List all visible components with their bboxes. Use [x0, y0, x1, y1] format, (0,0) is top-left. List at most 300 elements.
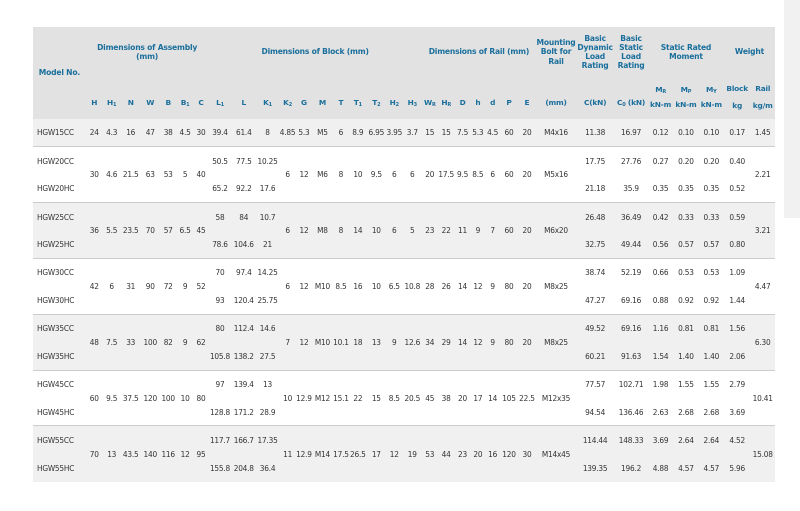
cell-wb: 2.79: [724, 370, 750, 398]
cell-h2: 6.5: [386, 258, 403, 314]
unit-knm3: kN-m: [700, 100, 722, 110]
model-cell: HGW20HC: [33, 174, 86, 202]
cell-b1: 12: [177, 426, 194, 482]
col-hr: $H_R$: [438, 77, 455, 119]
cell-n: 43.5: [121, 426, 141, 482]
cell-mr: 1.16: [648, 314, 673, 342]
col-e: E: [518, 77, 536, 119]
cell-bolt: M12x35: [536, 370, 576, 426]
cell-w: 63: [141, 146, 160, 202]
cell-wr: 15.08: [750, 426, 775, 482]
cell-b: 100: [160, 370, 177, 426]
cell-h: 70: [86, 426, 103, 482]
cell-my: 0.10: [699, 119, 724, 146]
cell-mr: 3.69: [648, 426, 673, 454]
col-t2: $T_2$: [367, 77, 386, 119]
model-cell: HGW30HC: [33, 286, 86, 314]
cell-wr: 10.41: [750, 370, 775, 426]
cell-dyn: 21.18: [576, 174, 614, 202]
cell-h: 12: [470, 314, 485, 370]
cell-w: 100: [141, 314, 160, 370]
cell-h: 24: [86, 119, 103, 146]
cell-dyn: 26.48: [576, 202, 614, 230]
cell-h3: 20.5: [403, 370, 422, 426]
cell-l: 171.2: [232, 398, 256, 426]
cell-p: 60: [500, 202, 518, 258]
model-cell: HGW45CC: [33, 370, 86, 398]
cell-mp: 2.68: [673, 398, 698, 426]
cell-t: 17.5: [333, 426, 349, 482]
cell-n: 37.5: [121, 370, 141, 426]
cell-d: 16: [485, 426, 500, 482]
cell-p: 80: [500, 258, 518, 314]
cell-d: 14: [485, 370, 500, 426]
cell-dyn: 94.54: [576, 398, 614, 426]
cell-wr: 15: [422, 119, 438, 146]
spec-table: [33, 27, 775, 482]
cell-mp: 0.35: [673, 174, 698, 202]
cell-d: 9: [485, 258, 500, 314]
cell-c: 30: [194, 119, 209, 146]
cell-t2: 15: [367, 370, 386, 426]
unit-stat: $C_0$ (kN): [614, 77, 648, 119]
model-cell: HGW30CC: [33, 258, 86, 286]
cell-m: M14: [312, 426, 333, 482]
table-row: [33, 119, 775, 146]
cell-my: 2.64: [699, 426, 724, 454]
cell-t1: 18: [349, 314, 367, 370]
cell-h3: 12.6: [403, 314, 422, 370]
cell-w: 47: [141, 119, 160, 146]
cell-k1: 8: [256, 119, 279, 146]
cell-mr: 4.88: [648, 454, 673, 482]
col-g: G: [296, 77, 312, 119]
cell-mp: 0.57: [673, 230, 698, 258]
cell-stat: 69.16: [614, 286, 648, 314]
col-d: d: [485, 77, 500, 119]
cell-wr: 53: [422, 426, 438, 482]
cell-k1: 17.6: [256, 174, 279, 202]
cell-wr: 23: [422, 202, 438, 258]
cell-g: 12.9: [296, 426, 312, 482]
col-my: $M_Y$ kN-m: [699, 77, 724, 119]
table-row: [33, 314, 775, 342]
cell-l: 77.5: [232, 146, 256, 174]
cell-stat: 49.44: [614, 230, 648, 258]
cell-t2: 10: [367, 202, 386, 258]
hdr-block: Dimensions of Block (mm): [208, 27, 422, 77]
col-mp: $M_P$ kN-m: [673, 77, 698, 119]
cell-d: 4.5: [485, 119, 500, 146]
cell-wb: 0.52: [724, 174, 750, 202]
cell-h: 60: [86, 370, 103, 426]
cell-l1: 128.8: [208, 398, 231, 426]
cell-k2: 10: [279, 370, 296, 426]
cell-e: 20: [518, 202, 536, 258]
cell-h1: 6: [103, 258, 121, 314]
cell-my: 0.35: [699, 174, 724, 202]
cell-hr: 17.5: [438, 146, 455, 202]
cell-l: 61.4: [232, 119, 256, 146]
cell-l1: 50.5: [208, 146, 231, 174]
cell-l: 120.4: [232, 286, 256, 314]
cell-t1: 26.5: [349, 426, 367, 482]
col-t: T: [333, 77, 349, 119]
cell-bolt: M14x45: [536, 426, 576, 482]
model-cell: HGW55HC: [33, 454, 86, 482]
cell-e: 22.5: [518, 370, 536, 426]
table-row: [33, 426, 775, 454]
cell-my: 1.55: [699, 370, 724, 398]
cell-stat: 16.97: [614, 119, 648, 146]
cell-wr: 4.47: [750, 258, 775, 314]
cell-l: 138.2: [232, 342, 256, 370]
cell-h3: 19: [403, 426, 422, 482]
cell-w: 120: [141, 370, 160, 426]
col-h2: $H_2$: [386, 77, 403, 119]
col-weight-rail: Rail kg/m: [750, 77, 775, 119]
cell-h1: 9.5: [103, 370, 121, 426]
cell-wr: 28: [422, 258, 438, 314]
hdr-dynamic: Basic Dynamic Load Rating: [576, 27, 614, 77]
cell-l1: 93: [208, 286, 231, 314]
cell-l: 112.4: [232, 314, 256, 342]
hdr-assembly: Dimensions of Assembly (mm): [86, 27, 209, 77]
cell-stat: 52.19: [614, 258, 648, 286]
cell-h: 20: [470, 426, 485, 482]
cell-h: 5.3: [470, 119, 485, 146]
col-n: N: [121, 77, 141, 119]
col-b: B: [160, 77, 177, 119]
cell-t1: 14: [349, 202, 367, 258]
cell-w: 90: [141, 258, 160, 314]
cell-k2: 4.85: [279, 119, 296, 146]
cell-l: 166.7: [232, 426, 256, 454]
cell-dyn: 77.57: [576, 370, 614, 398]
cell-l1: 155.8: [208, 454, 231, 482]
cell-d: 14: [455, 258, 471, 314]
cell-b1: 9: [177, 314, 194, 370]
cell-c: 95: [194, 426, 209, 482]
cell-h: 30: [86, 146, 103, 202]
cell-mp: 1.55: [673, 370, 698, 398]
cell-stat: 196.2: [614, 454, 648, 482]
cell-hr: 26: [438, 258, 455, 314]
table-row: [33, 146, 775, 174]
cell-c: 45: [194, 202, 209, 258]
cell-wb: 1.44: [724, 286, 750, 314]
cell-t1: 10: [349, 146, 367, 202]
cell-b: 116: [160, 426, 177, 482]
model-cell: HGW35CC: [33, 314, 86, 342]
cell-wb: 0.40: [724, 146, 750, 174]
cell-mr: 0.12: [648, 119, 673, 146]
cell-l: 204.8: [232, 454, 256, 482]
cell-l1: 70: [208, 258, 231, 286]
col-k2: $K_2$: [279, 77, 296, 119]
col-mr: $M_R$ kN-m: [648, 77, 673, 119]
cell-b: 53: [160, 146, 177, 202]
cell-h3: 5: [403, 202, 422, 258]
cell-k1: 28.9: [256, 398, 279, 426]
cell-wb: 2.06: [724, 342, 750, 370]
cell-l1: 39.4: [208, 119, 231, 146]
cell-n: 21.5: [121, 146, 141, 202]
cell-k1: 21: [256, 230, 279, 258]
cell-l: 104.6: [232, 230, 256, 258]
hdr-weight: Weight: [724, 27, 775, 77]
cell-my: 0.53: [699, 258, 724, 286]
cell-l1: 117.7: [208, 426, 231, 454]
cell-h2: 9: [386, 314, 403, 370]
cell-mr: 1.98: [648, 370, 673, 398]
cell-t2: 9.5: [367, 146, 386, 202]
cell-k1: 10.25: [256, 146, 279, 174]
cell-dyn: 32.75: [576, 230, 614, 258]
table-row: [33, 258, 775, 286]
col-k1: $K_1$: [256, 77, 279, 119]
col-l: L: [232, 77, 256, 119]
cell-d: 6: [485, 146, 500, 202]
cell-m: M8: [312, 202, 333, 258]
cell-h2: 12: [386, 426, 403, 482]
cell-h1: 7.5: [103, 314, 121, 370]
cell-e: 20: [518, 314, 536, 370]
cell-p: 80: [500, 314, 518, 370]
cell-t2: 17: [367, 426, 386, 482]
cell-h: 48: [86, 314, 103, 370]
col-p: P: [500, 77, 518, 119]
cell-b1: 4.5: [177, 119, 194, 146]
col-model: Model No.: [33, 27, 86, 119]
cell-dyn: 60.21: [576, 342, 614, 370]
cell-dyn: 139.35: [576, 454, 614, 482]
cell-d: 11: [455, 202, 471, 258]
cell-m: M10: [312, 314, 333, 370]
cell-d: 7: [485, 202, 500, 258]
cell-c: 52: [194, 258, 209, 314]
model-cell: HGW55CC: [33, 426, 86, 454]
cell-k1: 10.7: [256, 202, 279, 230]
cell-dyn: 17.75: [576, 146, 614, 174]
cell-g: 12: [296, 202, 312, 258]
hdr-rail: Dimensions of Rail (mm): [422, 27, 536, 77]
cell-wb: 3.69: [724, 398, 750, 426]
cell-m: M6: [312, 146, 333, 202]
col-weight-block: Block kg: [724, 77, 750, 119]
cell-h1: 13: [103, 426, 121, 482]
cell-bolt: M6x20: [536, 202, 576, 258]
cell-mp: 4.57: [673, 454, 698, 482]
cell-bolt: M8x25: [536, 314, 576, 370]
model-cell: HGW20CC: [33, 146, 86, 174]
cell-l: 92.2: [232, 174, 256, 202]
cell-k1: 27.5: [256, 342, 279, 370]
cell-k1: 13: [256, 370, 279, 398]
cell-k1: 25.75: [256, 286, 279, 314]
cell-w: 140: [141, 426, 160, 482]
cell-t2: 13: [367, 314, 386, 370]
hdr-bolt: Mounting Bolt for Rail: [536, 27, 576, 77]
cell-g: 12: [296, 146, 312, 202]
cell-wr: 1.45: [750, 119, 775, 146]
unit-dyn: C(kN): [576, 77, 614, 119]
cell-wb: 0.80: [724, 230, 750, 258]
col-w: W: [141, 77, 160, 119]
cell-k2: 11: [279, 426, 296, 482]
cell-l1: 97: [208, 370, 231, 398]
cell-wb: 0.59: [724, 202, 750, 230]
cell-bolt: M8x25: [536, 258, 576, 314]
cell-hr: 38: [438, 370, 455, 426]
cell-t2: 6.95: [367, 119, 386, 146]
cell-h3: 10.8: [403, 258, 422, 314]
cell-k2: 7: [279, 314, 296, 370]
col-l1: $L_1$: [208, 77, 231, 119]
cell-h3: 6: [403, 146, 422, 202]
model-cell: HGW15CC: [33, 119, 86, 146]
cell-stat: 136.46: [614, 398, 648, 426]
cell-mp: 1.40: [673, 342, 698, 370]
cell-l1: 58: [208, 202, 231, 230]
cell-k1: 17.35: [256, 426, 279, 454]
cell-mr: 0.66: [648, 258, 673, 286]
cell-g: 5.3: [296, 119, 312, 146]
cell-b1: 10: [177, 370, 194, 426]
cell-h2: 6: [386, 146, 403, 202]
cell-dyn: 114.44: [576, 426, 614, 454]
cell-h2: 3.95: [386, 119, 403, 146]
cell-h2: 8.5: [386, 370, 403, 426]
cell-h: 12: [470, 258, 485, 314]
cell-wr: 20: [422, 146, 438, 202]
cell-b1: 6.5: [177, 202, 194, 258]
cell-h: 42: [86, 258, 103, 314]
cell-g: 12: [296, 314, 312, 370]
cell-k1: 36.4: [256, 454, 279, 482]
cell-bolt: M4x16: [536, 119, 576, 146]
cell-t2: 10: [367, 258, 386, 314]
cell-mr: 0.88: [648, 286, 673, 314]
cell-t: 6: [333, 119, 349, 146]
cell-dyn: 47.27: [576, 286, 614, 314]
cell-l1: 80: [208, 314, 231, 342]
cell-m: M10: [312, 258, 333, 314]
cell-n: 31: [121, 258, 141, 314]
cell-mr: 0.35: [648, 174, 673, 202]
cell-mr: 0.42: [648, 202, 673, 230]
hdr-static: Basic Static Load Rating: [614, 27, 648, 77]
cell-w: 70: [141, 202, 160, 258]
cell-wr: 6.30: [750, 314, 775, 370]
cell-h3: 3.7: [403, 119, 422, 146]
cell-b: 38: [160, 119, 177, 146]
cell-e: 20: [518, 119, 536, 146]
cell-mr: 2.63: [648, 398, 673, 426]
model-cell: HGW35HC: [33, 342, 86, 370]
cell-t: 10.1: [333, 314, 349, 370]
col-d: D: [455, 77, 471, 119]
cell-my: 2.68: [699, 398, 724, 426]
cell-my: 0.57: [699, 230, 724, 258]
cell-bolt: M5x16: [536, 146, 576, 202]
col-c: C: [194, 77, 209, 119]
cell-dyn: 49.52: [576, 314, 614, 342]
cell-stat: 148.33: [614, 426, 648, 454]
col-t1: $T_1$: [349, 77, 367, 119]
cell-l: 97.4: [232, 258, 256, 286]
scrollbar[interactable]: [784, 0, 800, 218]
col-m: M: [312, 77, 333, 119]
cell-l1: 65.2: [208, 174, 231, 202]
cell-h: 36: [86, 202, 103, 258]
col-h: h: [470, 77, 485, 119]
cell-k2: 6: [279, 146, 296, 202]
cell-hr: 29: [438, 314, 455, 370]
cell-d: 7.5: [455, 119, 471, 146]
cell-mp: 0.10: [673, 119, 698, 146]
cell-stat: 102.71: [614, 370, 648, 398]
cell-d: 9.5: [455, 146, 471, 202]
cell-wr: 2.21: [750, 146, 775, 202]
cell-mp: 0.53: [673, 258, 698, 286]
cell-d: 9: [485, 314, 500, 370]
cell-n: 16: [121, 119, 141, 146]
cell-m: M12: [312, 370, 333, 426]
cell-g: 12.9: [296, 370, 312, 426]
cell-h1: 4.3: [103, 119, 121, 146]
cell-mp: 0.33: [673, 202, 698, 230]
cell-mr: 0.27: [648, 146, 673, 174]
cell-b1: 5: [177, 146, 194, 202]
cell-my: 4.57: [699, 454, 724, 482]
cell-hr: 15: [438, 119, 455, 146]
cell-stat: 91.63: [614, 342, 648, 370]
cell-my: 0.81: [699, 314, 724, 342]
cell-my: 1.40: [699, 342, 724, 370]
cell-l1: 105.8: [208, 342, 231, 370]
model-cell: HGW25HC: [33, 230, 86, 258]
cell-wb: 0.17: [724, 119, 750, 146]
cell-b: 57: [160, 202, 177, 258]
cell-p: 60: [500, 119, 518, 146]
cell-mr: 1.54: [648, 342, 673, 370]
cell-my: 0.20: [699, 146, 724, 174]
cell-t1: 8.9: [349, 119, 367, 146]
cell-mr: 0.56: [648, 230, 673, 258]
cell-hr: 22: [438, 202, 455, 258]
col-b1: $B_1$: [177, 77, 194, 119]
cell-stat: 35.9: [614, 174, 648, 202]
col-h1: $H_1$: [103, 77, 121, 119]
cell-l1: 78.6: [208, 230, 231, 258]
cell-b: 72: [160, 258, 177, 314]
cell-h: 9: [470, 202, 485, 258]
cell-d: 20: [455, 370, 471, 426]
cell-wb: 4.52: [724, 426, 750, 454]
col-wr: $W_R$: [422, 77, 438, 119]
cell-d: 23: [455, 426, 471, 482]
cell-c: 40: [194, 146, 209, 202]
col-h3: $H_3$: [403, 77, 422, 119]
cell-k2: 6: [279, 202, 296, 258]
cell-wr: 34: [422, 314, 438, 370]
cell-t: 8.5: [333, 258, 349, 314]
cell-b: 82: [160, 314, 177, 370]
cell-e: 20: [518, 146, 536, 202]
cell-b1: 9: [177, 258, 194, 314]
cell-p: 120: [500, 426, 518, 482]
